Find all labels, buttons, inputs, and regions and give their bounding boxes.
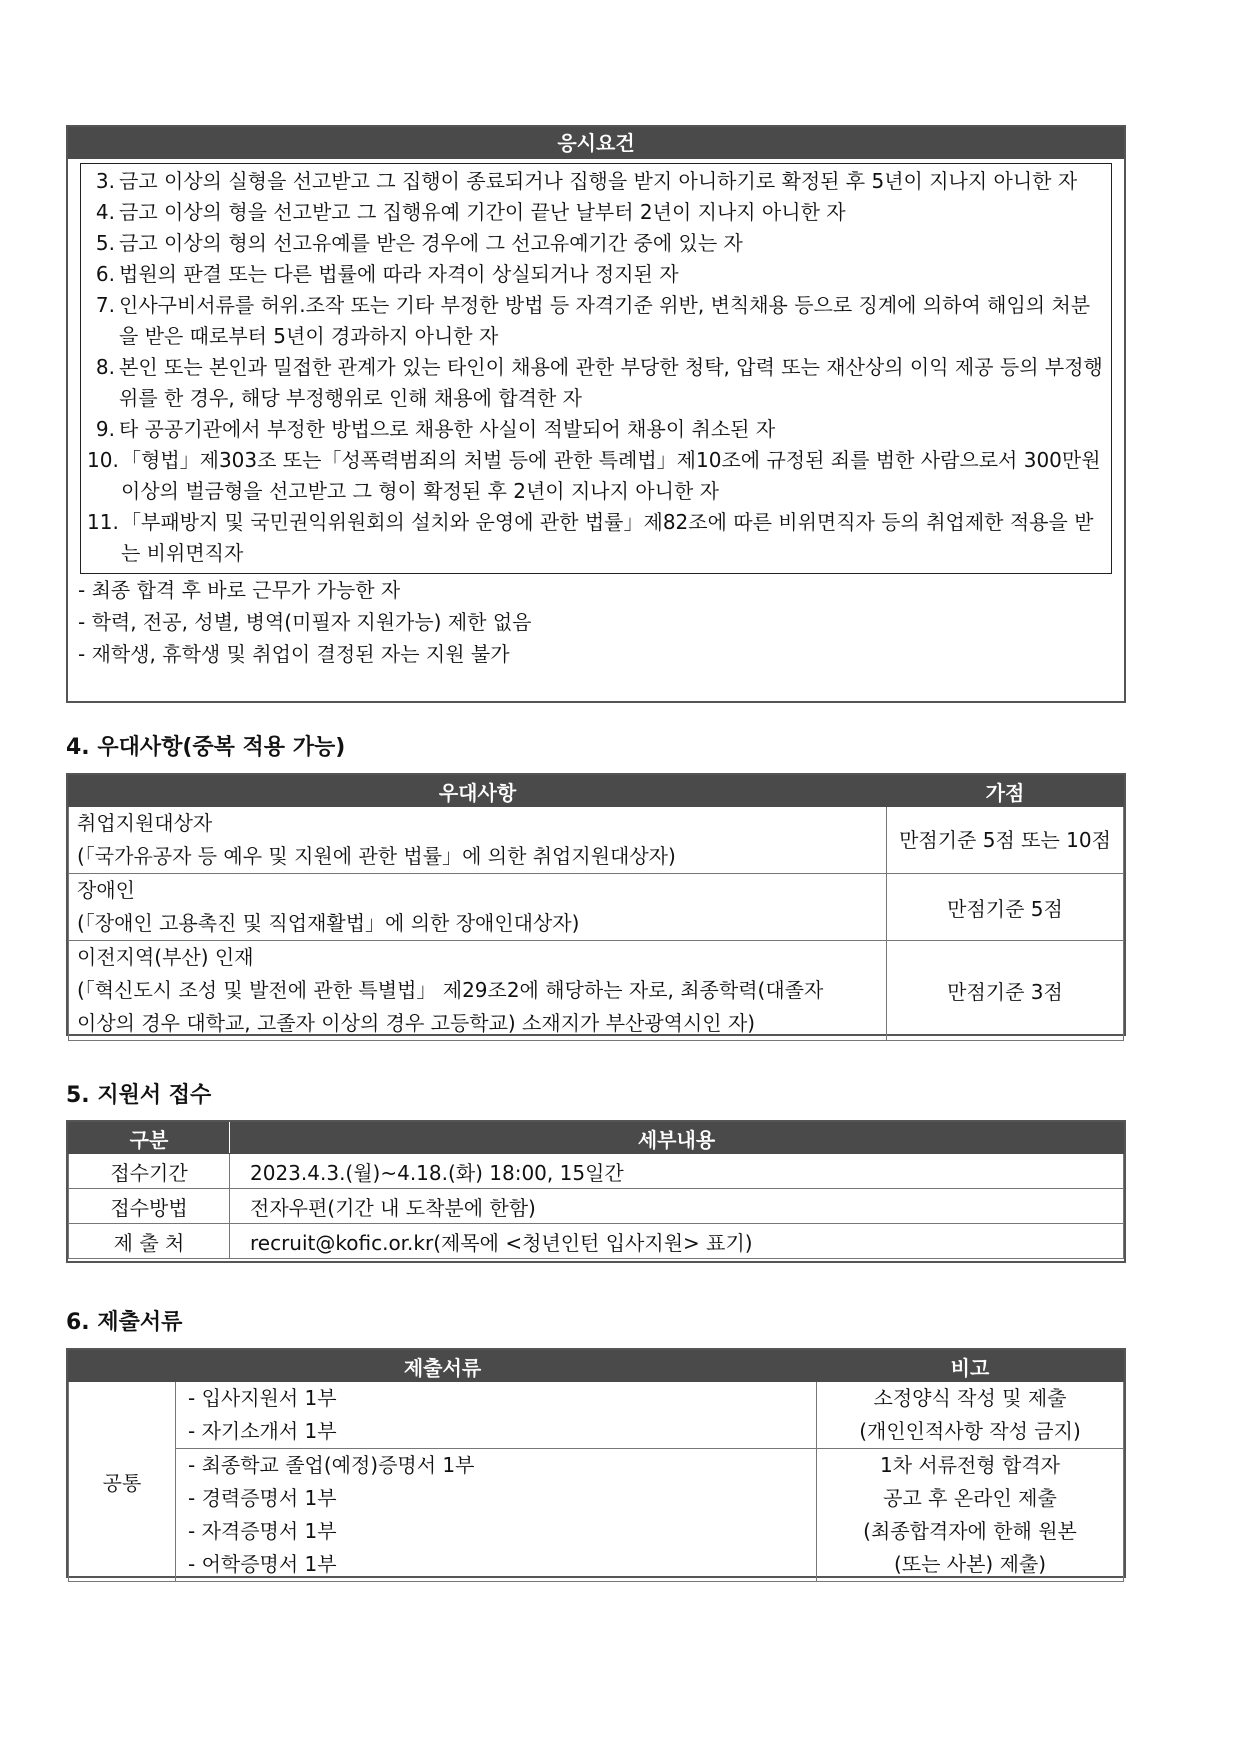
col-header-details: 세부내용 xyxy=(230,1123,1124,1154)
preference-cell xyxy=(69,941,887,1041)
table-row xyxy=(69,1449,1124,1582)
table-row xyxy=(69,1382,1124,1449)
requirements-header: 응시요건 xyxy=(68,127,1124,159)
row-label: 제 출 처 xyxy=(69,1224,230,1259)
remarks-cell xyxy=(817,1449,1124,1582)
item-number: 5. xyxy=(95,231,115,255)
preference-detail: (「혁신도시 조성 및 발전에 관한 특별법」 제29조2에 해당하는 자로, 최종학력(대졸자 xyxy=(77,978,824,1002)
item-number: 4. xyxy=(95,200,115,224)
requirement-item xyxy=(87,166,1105,197)
document-item: - 경력증명서 1부 xyxy=(188,1486,337,1510)
remark-line: (최종합격자에 한해 원본 xyxy=(863,1519,1077,1543)
col-header-remarks: 비고 xyxy=(817,1351,1124,1382)
preference-detail: (「장애인 고용촉진 및 직업재활법」에 의한 장애인대상자) xyxy=(77,911,580,935)
item-number: 9. xyxy=(95,417,115,441)
requirements-box xyxy=(66,125,1126,703)
item-text: 인사구비서류를 허위.조작 또는 기타 부정한 방법 등 자격기준 위반, 변칙채용 등으로 징계에 의하여 해임의 처분을 받은 때로부터 5년이 경과하지 아니한 자 xyxy=(119,293,1091,348)
remarks-cell xyxy=(817,1382,1124,1449)
col-header-documents: 제출서류 xyxy=(69,1351,817,1382)
remark-line: 1차 서류전형 합격자 xyxy=(880,1453,1060,1477)
table-row xyxy=(69,807,1124,874)
preference-cell xyxy=(69,874,887,941)
extra-requirement: - 재학생, 휴학생 및 취업이 결정된 자는 지원 불가 xyxy=(78,642,510,666)
item-text: 금고 이상의 실형을 선고받고 그 집행이 종료되거나 집행을 받지 아니하기로 확정된 후 5년이 지나지 아니한 자 xyxy=(119,169,1078,193)
remark-line: (개인인적사항 작성 금지) xyxy=(859,1419,1081,1443)
preference-name: 이전지역(부산) 인재 xyxy=(77,945,254,969)
points-cell: 만점기준 5점 또는 10점 xyxy=(887,807,1124,874)
requirement-item xyxy=(87,228,1105,259)
points-cell: 만점기준 5점 xyxy=(887,874,1124,941)
section-6-title: 6. 제출서류 xyxy=(66,1310,183,1335)
requirement-item xyxy=(87,259,1105,290)
item-number: 7. xyxy=(95,293,115,317)
remark-line: (또는 사본) 제출) xyxy=(893,1552,1047,1576)
item-number: 11. xyxy=(87,510,119,534)
docs-cell xyxy=(176,1382,817,1449)
item-number: 3. xyxy=(95,169,115,193)
item-text: 금고 이상의 형을 선고받고 그 집행유예 기간이 끝난 날부터 2년이 지나지 아니한 자 xyxy=(119,200,846,224)
item-text: 타 공공기관에서 부정한 방법으로 채용한 사실이 적발되어 채용이 취소된 자 xyxy=(119,417,776,441)
item-text: 「부패방지 및 국민권익위원회의 설치와 운영에 관한 법률」제82조에 따른 비위면직자 등의 취업제한 적용을 받는 비위면직자 xyxy=(121,510,1094,565)
extra-requirement: - 최종 합격 후 바로 근무가 가능한 자 xyxy=(78,578,401,602)
row-value: 전자우편(기간 내 도착분에 한함) xyxy=(230,1189,1124,1224)
row-label: 접수기간 xyxy=(69,1154,230,1189)
row-value: 2023.4.3.(월)~4.18.(화) 18:00, 15일간 xyxy=(230,1154,1124,1189)
table-row xyxy=(69,874,1124,941)
category-cell: 공통 xyxy=(69,1382,176,1582)
documents-table xyxy=(66,1348,1126,1578)
preference-detail: (「국가유공자 등 예우 및 지원에 관한 법률」에 의한 취업지원대상자) xyxy=(77,844,676,868)
item-text: 「형법」제303조 또는「성폭력범죄의 처벌 등에 관한 특례법」제10조에 규정된 죄를 범한 사람으로서 300만원 이상의 벌금형을 선고받고 그 형이 확정된 후 2년이 지나지 아니한 자 xyxy=(121,448,1101,503)
preference-table xyxy=(66,773,1126,1036)
requirement-item xyxy=(87,414,1105,445)
item-number: 8. xyxy=(95,355,115,379)
item-text: 본인 또는 본인과 밀접한 관계가 있는 타인이 채용에 관한 부당한 청탁, 압력 또는 재산상의 이익 제공 등의 부정행위를 한 경우, 해당 부정행위로 인해 채용에 합격한 자 xyxy=(119,355,1103,410)
preference-name: 장애인 xyxy=(77,878,135,902)
document-item: - 입사지원서 1부 xyxy=(188,1386,337,1410)
preference-name: 취업지원대상자 xyxy=(77,811,213,835)
docs-cell xyxy=(176,1449,817,1582)
table-row xyxy=(69,1154,1124,1189)
col-header-preference: 우대사항 xyxy=(69,776,887,807)
preference-cell xyxy=(69,807,887,874)
application-table xyxy=(66,1120,1126,1263)
requirement-item xyxy=(87,352,1105,414)
extra-requirement: - 학력, 전공, 성별, 병역(미필자 지원가능) 제한 없음 xyxy=(78,610,532,634)
requirements-list xyxy=(80,163,1112,574)
col-header-category: 구분 xyxy=(69,1123,230,1154)
table-row xyxy=(69,941,1124,1041)
item-number: 10. xyxy=(87,448,119,472)
preference-detail: 이상의 경우 대학교, 고졸자 이상의 경우 고등학교) 소재지가 부산광역시인 자) xyxy=(77,1011,756,1035)
item-number: 6. xyxy=(95,262,115,286)
table-row xyxy=(69,1224,1124,1259)
row-value: recruit@kofic.or.kr(제목에 <청년인턴 입사지원> 표기) xyxy=(230,1224,1124,1259)
requirement-item xyxy=(87,290,1105,352)
document-item: - 어학증명서 1부 xyxy=(188,1552,337,1576)
document-item: - 자격증명서 1부 xyxy=(188,1519,337,1543)
points-cell: 만점기준 3점 xyxy=(887,941,1124,1041)
document-item: - 최종학교 졸업(예정)증명서 1부 xyxy=(188,1453,475,1477)
requirement-item xyxy=(87,445,1105,507)
item-text: 법원의 판결 또는 다른 법률에 따라 자격이 상실되거나 정지된 자 xyxy=(119,262,679,286)
document-item: - 자기소개서 1부 xyxy=(188,1419,337,1443)
table-row xyxy=(69,1189,1124,1224)
remark-line: 공고 후 온라인 제출 xyxy=(883,1486,1057,1510)
row-label: 접수방법 xyxy=(69,1189,230,1224)
section-4-title: 4. 우대사항(중복 적용 가능) xyxy=(66,735,346,760)
col-header-points: 가점 xyxy=(887,776,1124,807)
section-5-title: 5. 지원서 접수 xyxy=(66,1083,212,1108)
requirement-item xyxy=(87,507,1105,569)
item-text: 금고 이상의 형의 선고유예를 받은 경우에 그 선고유예기간 중에 있는 자 xyxy=(119,231,743,255)
requirement-item xyxy=(87,197,1105,228)
remark-line: 소정양식 작성 및 제출 xyxy=(873,1386,1067,1410)
